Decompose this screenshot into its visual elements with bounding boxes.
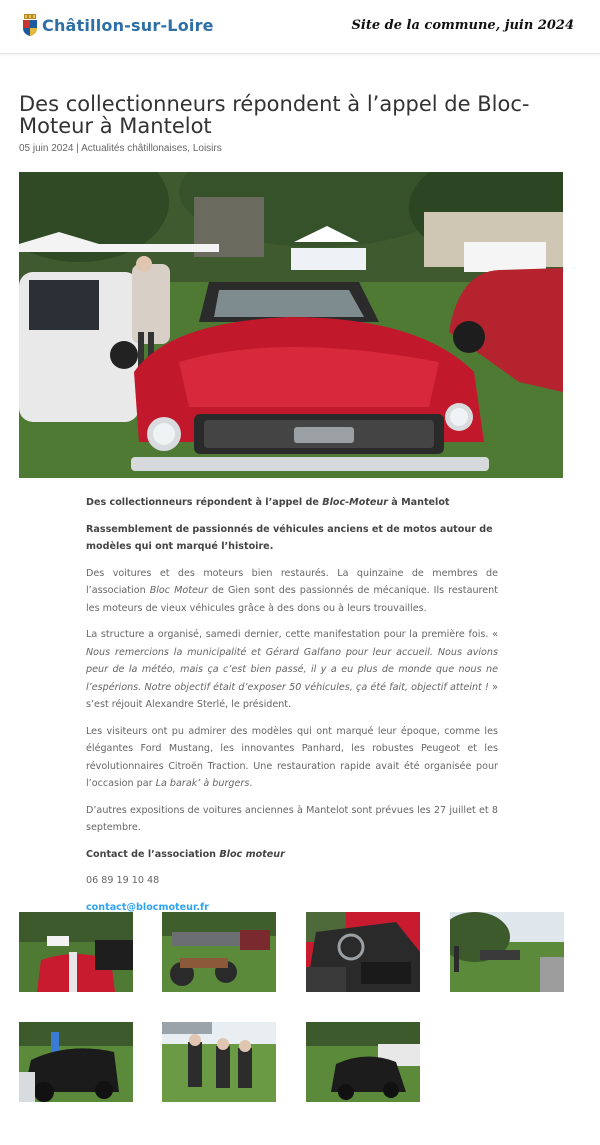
article-body <box>86 494 498 925</box>
article-subheading: Rassemblement de passionnés de véhicules anciens et de motos autour de modèles qui ont marqué l’histoire. <box>86 523 493 552</box>
site-header <box>0 0 600 54</box>
gallery-item-2[interactable] <box>162 912 276 992</box>
gallery-item-7[interactable] <box>306 1022 420 1102</box>
site-logo[interactable] <box>22 14 214 36</box>
town-crest-icon <box>22 14 38 36</box>
contact-phone: 06 89 19 10 48 <box>86 875 160 886</box>
contact-email-link[interactable]: contact@blocmoteur.fr <box>86 901 209 913</box>
gallery-item-4[interactable] <box>450 912 564 992</box>
gallery-item-1[interactable] <box>19 912 133 992</box>
hero-image[interactable] <box>19 172 563 478</box>
article-title: Des collectionneurs répondent à l’appel de Bloc-Moteur à Mantelot <box>19 92 530 138</box>
article-meta[interactable]: 05 juin 2024 | Actualités châtillonaises, Loisirs <box>19 143 222 154</box>
gallery-item-6[interactable] <box>162 1022 276 1102</box>
gallery-item-5[interactable] <box>19 1022 133 1102</box>
article-paragraph-2: La structure a organisé, samedi dernier, cette manifestation pour la première fois. « Nous remercions la municipalité et Gérard Galfano pour leur accueil. Nous avions peur de la météo, mais ça c’est bien passé, il y a eu plus de monde que nous ne l’espérions. Notre objectif était d’exposer 50 véhicules, ça été fait, objectif atteint ! » s’est réjouit Alexandre Sterlé, le président. <box>86 629 499 710</box>
article-paragraph-3: Les visiteurs ont pu admirer des modèles qui ont marqué leur époque, comme les élégantes Ford Mustang, les innovantes Panhard, les robustes Peugeot et les révolutionnaires Citroën Traction. Une restauration rapide avait été organisée pour l’occasion par La barak’ à burgers. <box>86 725 498 789</box>
contact-heading: Contact de l’association Bloc moteur <box>86 848 285 860</box>
site-tagline: Site de la commune, juin 2024 <box>351 18 574 33</box>
gallery-item-3[interactable] <box>306 912 420 992</box>
article-paragraph-4: D’autres expositions de voitures anciennes à Mantelot sont prévues les 27 juillet et 8 septembre. <box>86 804 498 833</box>
article-intro-heading: Des collectionneurs répondent à l’appel de Bloc-Moteur à Mantelot <box>86 497 450 508</box>
article-paragraph-1: Des voitures et des moteurs bien restaurés. La quinzaine de membres de l’association Bloc Moteur de Gien sont des passionnés de mécanique. Ils restaurent les moteurs de vieux véhicules grâce à des dons ou à leurs trouvailles. <box>86 567 499 614</box>
site-name: Châtillon-sur-Loire <box>42 15 214 35</box>
